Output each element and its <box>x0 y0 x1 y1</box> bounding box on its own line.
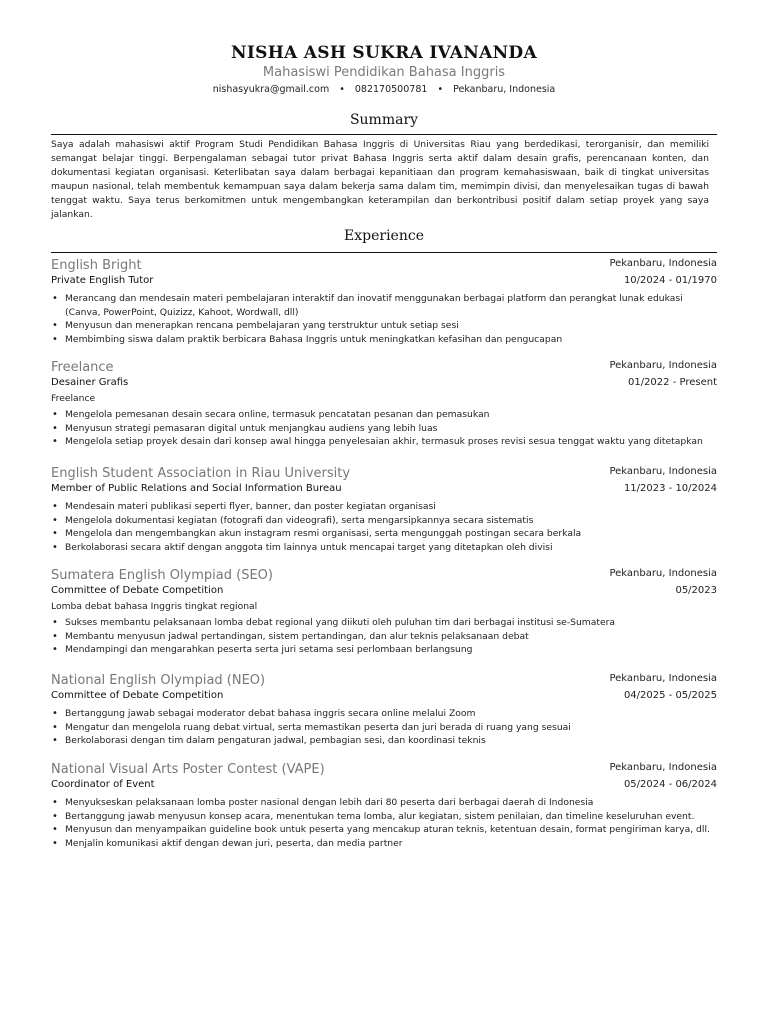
entry-header <box>51 258 717 275</box>
bullet-item: • Membantu menyusun jadwal pertandingan, sistem pertandingan, dan alur teknis pelaksanaan debat <box>65 630 717 644</box>
role-dates: 05/2024 - 06/2024 <box>623 779 717 790</box>
summary-heading: Summary <box>349 112 419 128</box>
bullet-item: • Menyukseskan pelaksanaan lomba poster nasional dengan lebih dari 80 peserta dari berbagai daerah di Indonesia <box>65 796 717 810</box>
experience-entry <box>51 360 717 449</box>
company-name: English Student Association in Riau University <box>51 466 351 481</box>
role-row <box>51 377 717 392</box>
role-row <box>51 690 717 705</box>
role-title: Committee of Debate Competition <box>51 585 224 596</box>
summary-text: Saya adalah mahasiswi aktif Program Studi Pendidikan Bahasa Inggris di Universitas Riau yang berdedikasi, terorganisir, dan memiliki semangat belajar tinggi. Berpengalaman sebagai tutor privat Bahasa Inggris serta aktif dalam desain grafis, perencanaan konten, dan dokumentasi kegiatan organisasi. Keterlibatan saya dalam berbagai kepanitiaan dan program kemahasiswaan, baik di tingkat universitas maupun nasional, telah membentuk kemampuan saya dalam bekerja sama dalam tim, memimpin divisi, dan menyelesaikan tugas di bawah tenggat waktu. Saya terus berkomitmen untuk mengembangkan keterampilan dan berkontribusi positif dalam setiap proyek yang saya jalankan. <box>51 139 709 220</box>
bullet-item: • Bertanggung jawab menyusun konsep acara, menentukan tema lomba, alur kegiatan, sistem penilaian, dan timeline keseluruhan event. <box>65 810 717 824</box>
experience-entry <box>51 466 717 555</box>
entry-header <box>51 673 717 690</box>
company-name: National Visual Arts Poster Contest (VAPE) <box>51 762 325 777</box>
bullet-item: • Mendesain materi publikasi seperti flyer, banner, dan poster kegiatan organisasi <box>65 500 717 514</box>
company-name: English Bright <box>51 258 142 273</box>
entry-note: Freelance <box>51 393 96 404</box>
company-name: Sumatera English Olympiad (SEO) <box>51 568 273 583</box>
entry-header <box>51 466 717 483</box>
bullet-item: • Mengelola pemesanan desain secara online, termasuk pencatatan pesanan dan pemasukan <box>65 408 717 422</box>
bullet-item: • Bertanggung jawab sebagai moderator debat bahasa inggris secara online melalui Zoom <box>65 707 717 721</box>
bullet-item: • Mengelola setiap proyek desain dari konsep awal hingga penyelesaian akhir, termasuk proses revisi sesua tenggat waktu yang ditetapkan <box>65 435 717 449</box>
experience-entry <box>51 673 717 748</box>
entry-note: Lomba debat bahasa Inggris tingkat regional <box>51 601 258 612</box>
contact-line <box>51 84 717 95</box>
role-title: Member of Public Relations and Social Information Bureau <box>51 483 342 494</box>
role-title: Committee of Debate Competition <box>51 690 224 701</box>
company-location: Pekanbaru, Indonesia <box>609 466 717 477</box>
contact-email[interactable]: nishasyukra@gmail.com <box>212 84 330 95</box>
candidate-subtitle: Mahasiswi Pendidikan Bahasa Inggris <box>262 65 506 80</box>
role-dates: 10/2024 - 01/1970 <box>623 275 717 286</box>
role-row <box>51 483 717 498</box>
bullet-item: • Berkolaborasi dengan tim dalam pengaturan jadwal, pembagian sesi, dan koordinasi teknis <box>65 734 717 748</box>
bullet-list <box>51 292 717 347</box>
bullet-item: • Menyusun dan menerapkan rencana pembelajaran yang terstruktur untuk setiap sesi <box>65 319 717 333</box>
experience-heading: Experience <box>344 228 424 244</box>
company-name: National English Olympiad (NEO) <box>51 673 266 688</box>
role-dates: 01/2022 - Present <box>627 377 717 388</box>
experience-entry <box>51 258 717 347</box>
bullet-item: • Mengelola dokumentasi kegiatan (fotografi dan videografi), serta mengarsipkannya secara sistematis <box>65 514 717 528</box>
bullet-list <box>51 500 717 555</box>
role-row <box>51 275 717 290</box>
contact-phone: 082170500781 <box>354 84 428 95</box>
bullet-item: • Menjalin komunikasi aktif dengan dewan juri, peserta, dan media partner <box>65 837 717 851</box>
summary-divider <box>51 134 717 135</box>
role-dates: 11/2023 - 10/2024 <box>623 483 717 494</box>
company-location: Pekanbaru, Indonesia <box>609 673 717 684</box>
bullet-item: • Menyusun strategi pemasaran digital untuk menjangkau audiens yang lebih luas <box>65 422 717 436</box>
company-location: Pekanbaru, Indonesia <box>609 762 717 773</box>
role-dates: 05/2023 <box>675 585 717 596</box>
role-row <box>51 779 717 794</box>
contact-separator: • <box>437 84 444 95</box>
bullet-list <box>51 616 717 657</box>
bullet-item: • Membimbing siswa dalam praktik berbicara Bahasa Inggris untuk meningkatkan kefasihan dan pengucapan <box>65 333 717 347</box>
bullet-item: • Menyusun dan menyampaikan guideline book untuk peserta yang mencakup aturan teknis, ketentuan desain, format pengiriman karya, dll. <box>65 823 717 837</box>
role-dates: 04/2025 - 05/2025 <box>623 690 717 701</box>
bullet-item: • Berkolaborasi secara aktif dengan anggota tim lainnya untuk mencapai target yang ditetapkan oleh divisi <box>65 541 717 555</box>
contact-separator: • <box>339 84 345 95</box>
experience-divider <box>51 252 717 253</box>
candidate-name: NISHA ASH SUKRA IVANANDA <box>231 43 537 63</box>
company-location: Pekanbaru, Indonesia <box>609 568 717 579</box>
role-title: Desainer Grafis <box>51 377 129 388</box>
entry-header <box>51 360 717 377</box>
company-name: Freelance <box>51 360 114 375</box>
company-location: Pekanbaru, Indonesia <box>609 360 717 371</box>
role-title: Private English Tutor <box>51 275 154 286</box>
entry-header <box>51 762 717 779</box>
role-title: Coordinator of Event <box>51 779 155 790</box>
bullet-item: • Mengelola dan mengembangkan akun instagram resmi organisasi, serta mengunggah postingan secara berkala <box>65 527 717 541</box>
bullet-item: • Mengatur dan mengelola ruang debat virtual, serta memastikan peserta dan juri berada di ruang yang sesuai <box>65 721 717 735</box>
bullet-item: • Mendampingi dan mengarahkan peserta serta juri setama sesi perlombaan berlangsung <box>65 643 717 657</box>
bullet-item: • Sukses membantu pelaksanaan lomba debat regional yang diikuti oleh puluhan tim dari berbagai institusi se-Sumatera <box>65 616 717 630</box>
bullet-item: • Merancang dan mendesain materi pembelajaran interaktif dan inovatif menggunakan berbagai platform dan perangkat lunak edukasi (Canva, PowerPoint, Quizizz, Kahoot, Wordwall, dll) <box>65 292 717 319</box>
bullet-list <box>51 408 717 449</box>
experience-entry <box>51 762 717 851</box>
company-location: Pekanbaru, Indonesia <box>609 258 717 269</box>
bullet-list <box>51 796 717 851</box>
role-row <box>51 585 717 600</box>
entry-header <box>51 568 717 585</box>
experience-entry <box>51 568 717 657</box>
contact-location: Pekanbaru, Indonesia <box>453 84 556 95</box>
bullet-list <box>51 707 717 748</box>
